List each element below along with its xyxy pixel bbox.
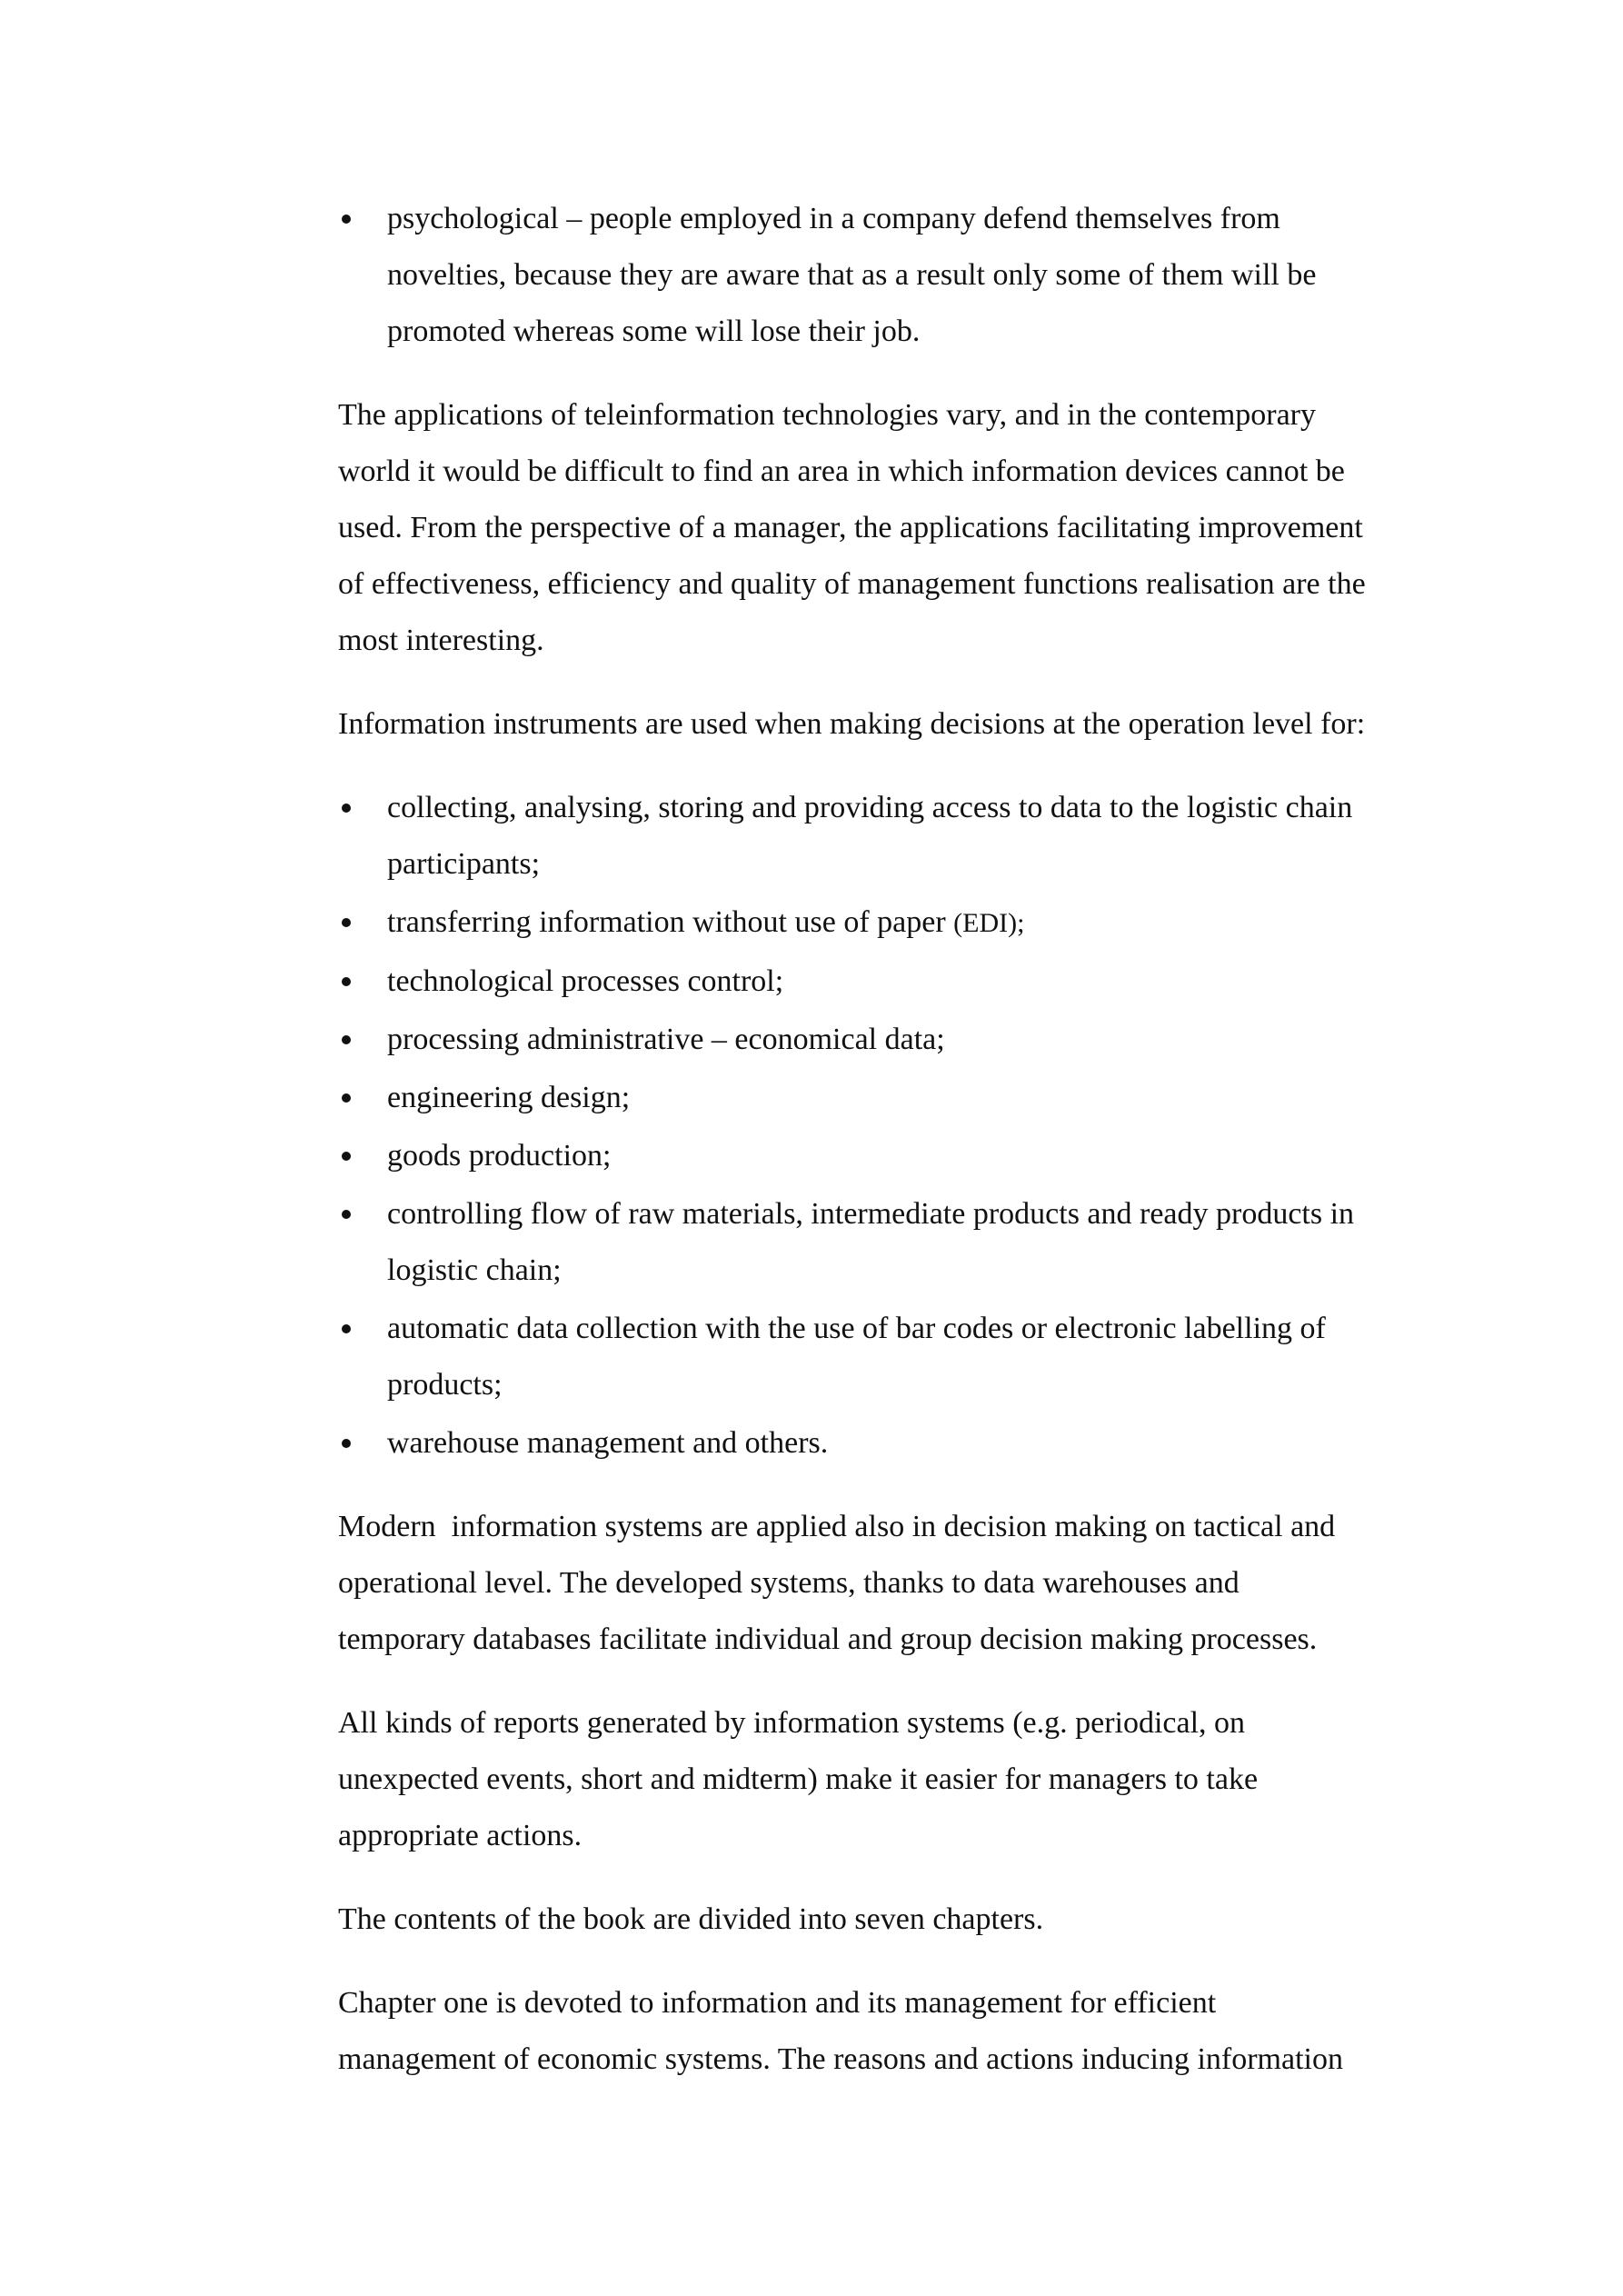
bullet-icon <box>338 1301 387 1357</box>
bullet-icon <box>338 780 387 836</box>
list-item-text: technological processes control; <box>387 964 784 998</box>
list-item <box>338 1301 1456 1413</box>
text-line: of effectiveness, efficiency and quality of management functions realisation are the <box>338 567 1366 601</box>
list-item <box>338 1070 1456 1126</box>
text-line: used. From the perspective of a manager, the applications facilitating improvement <box>338 511 1363 544</box>
text-line: The applications of teleinformation technologies vary, and in the contemporary <box>338 398 1316 432</box>
list-item-text <box>387 894 1456 952</box>
paragraph-applications <box>338 387 1456 669</box>
list-item <box>338 1415 1456 1472</box>
text-line: Modern information systems are applied also in decision making on tactical and <box>338 1510 1336 1543</box>
bullet-icon <box>338 1186 387 1243</box>
text-line: unexpected events, short and midterm) make it easier for managers to take <box>338 1762 1259 1796</box>
text-line: The contents of the book are divided into seven chapters. <box>338 1902 1044 1936</box>
paragraph-contents <box>338 1892 1456 1948</box>
text-line: management of economic systems. The reasons and actions inducing information <box>338 2042 1343 2076</box>
list-item <box>338 1128 1456 1184</box>
bullet-icon <box>338 191 387 247</box>
bullet-icon <box>338 1070 387 1126</box>
text-line: promoted whereas some will lose their job. <box>387 314 921 348</box>
bullet-item-psychological <box>338 191 1456 360</box>
list-item-text: participants; <box>387 847 541 881</box>
text-line: Information instruments are used when making decisions at the operation level for: <box>338 707 1366 741</box>
paragraph-chapter-one <box>338 1975 1456 2088</box>
list-item <box>338 894 1456 952</box>
bullet-icon <box>338 1128 387 1184</box>
list-item-text: engineering design; <box>387 1081 631 1114</box>
list-item-text: processing administrative – economical data; <box>387 1023 945 1056</box>
bullet-icon <box>338 1012 387 1068</box>
bullet-icon <box>338 894 387 951</box>
text-line: most interesting. <box>338 624 544 657</box>
text-line: All kinds of reports generated by information systems (e.g. periodical, on <box>338 1706 1246 1740</box>
bullet-icon <box>338 953 387 1010</box>
list-item-text: products; <box>387 1368 503 1402</box>
list-item <box>338 1186 1456 1299</box>
document-page <box>338 191 1456 2115</box>
text-line: psychological – people employed in a company defend themselves from <box>387 202 1280 235</box>
list-item-text: logistic chain; <box>387 1253 562 1287</box>
text-line: appropriate actions. <box>338 1819 582 1852</box>
text-line: temporary databases facilitate individual and group decision making processes. <box>338 1622 1318 1656</box>
list-item-main: transferring information without use of paper <box>387 905 954 939</box>
list-item <box>338 953 1456 1010</box>
list-item-text: automatic data collection with the use of bar codes or electronic labelling of <box>387 1312 1326 1345</box>
paragraph-modern-systems <box>338 1499 1456 1668</box>
list-item <box>338 780 1456 893</box>
list-item-edi: (EDI); <box>953 908 1025 938</box>
list-item-text: warehouse management and others. <box>387 1426 829 1460</box>
text-line: operational level. The developed systems, thanks to data warehouses and <box>338 1566 1240 1600</box>
list-item-text: controlling flow of raw materials, intermediate products and ready products in <box>387 1197 1355 1231</box>
paragraph-instruments-intro <box>338 696 1456 753</box>
text-line: novelties, because they are aware that as a result only some of them will be <box>387 258 1317 292</box>
list-item-text: goods production; <box>387 1139 612 1173</box>
list-item <box>338 1012 1456 1068</box>
bullet-icon <box>338 1415 387 1472</box>
bullet-list <box>338 780 1456 1472</box>
text-line: Chapter one is devoted to information and its management for efficient <box>338 1986 1217 2020</box>
text-line: world it would be difficult to find an area in which information devices cannot be <box>338 454 1345 488</box>
list-item-text: collecting, analysing, storing and providing access to data to the logistic chain <box>387 791 1353 824</box>
paragraph-reports <box>338 1695 1456 1864</box>
bullet-text <box>387 191 1456 360</box>
